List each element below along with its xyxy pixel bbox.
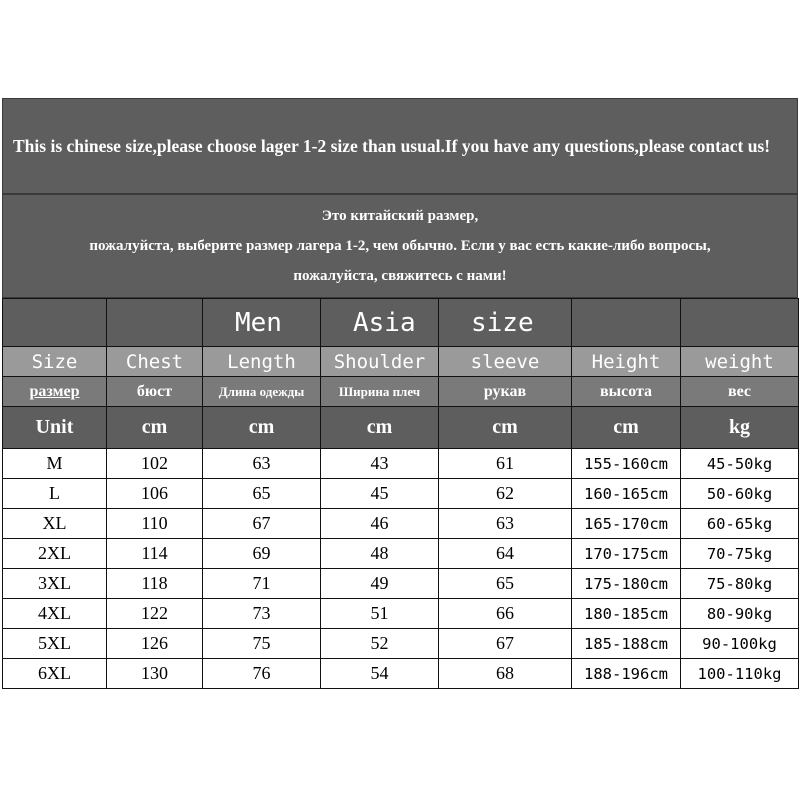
cell-size: 5XL [3, 629, 107, 659]
title-word-size: size [439, 299, 572, 347]
title-row [3, 299, 799, 347]
cell-size: 3XL [3, 569, 107, 599]
header-row-english [3, 347, 799, 377]
cell-sleeve: 68 [439, 659, 572, 689]
cell-sleeve: 63 [439, 509, 572, 539]
size-chart-table [2, 298, 799, 689]
table-row [3, 539, 799, 569]
header-ru-sleeve: рукав [439, 377, 572, 407]
cell-length: 69 [203, 539, 321, 569]
cell-weight: 90-100kg [681, 629, 799, 659]
unit-cell: cm [439, 407, 572, 449]
cell-size: 2XL [3, 539, 107, 569]
cell-sleeve: 65 [439, 569, 572, 599]
cell-height: 188-196cm [572, 659, 681, 689]
cell-size: XL [3, 509, 107, 539]
header-length: Length [203, 347, 321, 377]
cell-chest: 114 [107, 539, 203, 569]
unit-cell: cm [107, 407, 203, 449]
header-shoulder: Shoulder [321, 347, 439, 377]
cell-height: 160-165cm [572, 479, 681, 509]
unit-label: Unit [3, 407, 107, 449]
cell-height: 170-175cm [572, 539, 681, 569]
cell-chest: 118 [107, 569, 203, 599]
cell-shoulder: 45 [321, 479, 439, 509]
notice-russian-line: пожалуйста, свяжитесь с нами! [293, 268, 507, 284]
header-ru-height: высота [572, 377, 681, 407]
notice-english-text: This is chinese size,please choose lager 1-2 size than usual.If you have any questions,please contact us! [13, 135, 771, 156]
cell-weight: 60-65kg [681, 509, 799, 539]
cell-height: 165-170cm [572, 509, 681, 539]
cell-sleeve: 61 [439, 449, 572, 479]
unit-cell: cm [203, 407, 321, 449]
cell-length: 71 [203, 569, 321, 599]
notice-russian-line: пожалуйста, выберите размер лагера 1-2, чем обычно. Если у вас есть какие-либо вопросы, [89, 238, 711, 254]
unit-cell: cm [321, 407, 439, 449]
cell-chest: 106 [107, 479, 203, 509]
cell-weight: 50-60kg [681, 479, 799, 509]
cell-shoulder: 43 [321, 449, 439, 479]
header-ru-shoulder: Ширина плеч [321, 377, 439, 407]
unit-cell: kg [681, 407, 799, 449]
cell-sleeve: 66 [439, 599, 572, 629]
title-cell-empty [572, 299, 681, 347]
cell-height: 185-188cm [572, 629, 681, 659]
table-row [3, 629, 799, 659]
cell-sleeve: 64 [439, 539, 572, 569]
cell-shoulder: 46 [321, 509, 439, 539]
header-row-russian [3, 377, 799, 407]
cell-length: 76 [203, 659, 321, 689]
header-weight: weight [681, 347, 799, 377]
cell-chest: 122 [107, 599, 203, 629]
title-word-asia: Asia [321, 299, 439, 347]
table-row [3, 569, 799, 599]
cell-height: 155-160cm [572, 449, 681, 479]
unit-row [3, 407, 799, 449]
header-ru-chest: бюст [107, 377, 203, 407]
cell-length: 63 [203, 449, 321, 479]
cell-weight: 80-90kg [681, 599, 799, 629]
header-chest: Chest [107, 347, 203, 377]
cell-size: L [3, 479, 107, 509]
cell-chest: 110 [107, 509, 203, 539]
header-ru-length: Длина одежды [203, 377, 321, 407]
title-cell-empty [107, 299, 203, 347]
notice-russian-line: Это китайский размер, [321, 208, 479, 224]
cell-length: 73 [203, 599, 321, 629]
title-cell-empty [3, 299, 107, 347]
header-ru-weight: вес [681, 377, 799, 407]
table-row [3, 599, 799, 629]
table-row [3, 479, 799, 509]
cell-height: 175-180cm [572, 569, 681, 599]
cell-length: 65 [203, 479, 321, 509]
notice-english-banner [2, 98, 798, 194]
cell-length: 67 [203, 509, 321, 539]
cell-size: 4XL [3, 599, 107, 629]
cell-sleeve: 62 [439, 479, 572, 509]
cell-chest: 130 [107, 659, 203, 689]
table-row [3, 449, 799, 479]
table-row [3, 659, 799, 689]
title-word-men: Men [203, 299, 321, 347]
header-sleeve: sleeve [439, 347, 572, 377]
cell-shoulder: 48 [321, 539, 439, 569]
cell-size: 6XL [3, 659, 107, 689]
cell-weight: 100-110kg [681, 659, 799, 689]
cell-shoulder: 54 [321, 659, 439, 689]
cell-chest: 102 [107, 449, 203, 479]
header-height: Height [572, 347, 681, 377]
header-size: Size [3, 347, 107, 377]
unit-cell: cm [572, 407, 681, 449]
cell-shoulder: 49 [321, 569, 439, 599]
title-cell-empty [681, 299, 799, 347]
cell-size: M [3, 449, 107, 479]
header-ru-size: размер [3, 377, 107, 407]
notice-russian-banner [2, 194, 798, 298]
cell-height: 180-185cm [572, 599, 681, 629]
cell-shoulder: 51 [321, 599, 439, 629]
table-row [3, 509, 799, 539]
cell-length: 75 [203, 629, 321, 659]
cell-shoulder: 52 [321, 629, 439, 659]
cell-weight: 75-80kg [681, 569, 799, 599]
cell-weight: 70-75kg [681, 539, 799, 569]
cell-sleeve: 67 [439, 629, 572, 659]
cell-weight: 45-50kg [681, 449, 799, 479]
cell-chest: 126 [107, 629, 203, 659]
